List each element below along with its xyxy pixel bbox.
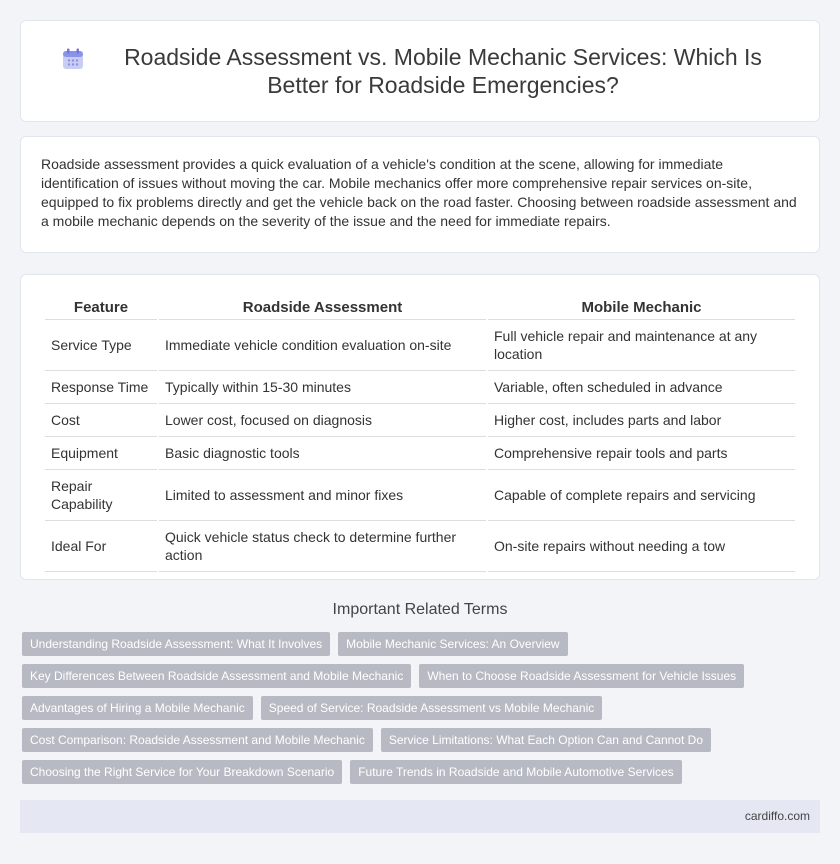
table-row	[45, 521, 795, 572]
related-term-tag[interactable]: Speed of Service: Roadside Assessment vs Mobile Mechanic	[261, 696, 603, 720]
comparison-table-card	[20, 274, 820, 580]
cell-roadside: Immediate vehicle condition evaluation on-site	[159, 320, 486, 371]
related-term-tag[interactable]: Service Limitations: What Each Option Can and Cannot Do	[381, 728, 711, 752]
cell-roadside: Lower cost, focused on diagnosis	[159, 404, 486, 437]
related-term-tag[interactable]: Mobile Mechanic Services: An Overview	[338, 632, 567, 656]
related-term-tag[interactable]: Advantages of Hiring a Mobile Mechanic	[22, 696, 253, 720]
header-roadside-assessment: Roadside Assessment	[159, 295, 486, 320]
cell-mobile: Variable, often scheduled in advance	[488, 371, 795, 404]
cell-roadside: Quick vehicle status check to determine further action	[159, 521, 486, 572]
footer	[20, 800, 820, 833]
cell-mobile: On-site repairs without needing a tow	[488, 521, 795, 572]
table-row	[45, 437, 795, 470]
title-card	[20, 20, 820, 122]
related-terms-list	[22, 632, 812, 784]
cell-mobile: Capable of complete repairs and servicing	[488, 470, 795, 521]
cell-mobile: Higher cost, includes parts and labor	[488, 404, 795, 437]
related-term-tag[interactable]: Key Differences Between Roadside Assessment and Mobile Mechanic	[22, 664, 411, 688]
comparison-table	[43, 295, 797, 572]
cell-feature: Repair Capability	[45, 470, 157, 521]
cell-feature: Ideal For	[45, 521, 157, 572]
related-term-tag[interactable]: When to Choose Roadside Assessment for Vehicle Issues	[419, 664, 744, 688]
cell-feature: Cost	[45, 404, 157, 437]
related-term-tag[interactable]: Choosing the Right Service for Your Breakdown Scenario	[22, 760, 342, 784]
table-row	[45, 404, 795, 437]
cell-mobile: Comprehensive repair tools and parts	[488, 437, 795, 470]
calendar-icon	[61, 47, 85, 71]
cell-roadside: Typically within 15-30 minutes	[159, 371, 486, 404]
table-row	[45, 371, 795, 404]
table-row	[45, 320, 795, 371]
cell-feature: Response Time	[45, 371, 157, 404]
cell-roadside: Limited to assessment and minor fixes	[159, 470, 486, 521]
header-mobile-mechanic: Mobile Mechanic	[488, 295, 795, 320]
related-term-tag[interactable]: Future Trends in Roadside and Mobile Automotive Services	[350, 760, 682, 784]
table-row	[45, 470, 795, 521]
intro-text: Roadside assessment provides a quick evaluation of a vehicle's condition at the scene, allowing for immediate identification of issues without moving the car. Mobile mechanics offer more comprehensive repair services on-site, equipped to fix problems directly and get the vehicle back on the road faster. Choosing between roadside assessment and a mobile mechanic depends on the severity of the issue and the need for immediate repairs.	[41, 156, 797, 229]
table-header-row	[45, 295, 795, 320]
header-feature: Feature	[45, 295, 157, 320]
cell-roadside: Basic diagnostic tools	[159, 437, 486, 470]
page-title: Roadside Assessment vs. Mobile Mechanic Services: Which Is Better for Roadside Emergencies?	[124, 44, 762, 98]
related-term-tag[interactable]: Understanding Roadside Assessment: What It Involves	[22, 632, 330, 656]
cell-mobile: Full vehicle repair and maintenance at any location	[488, 320, 795, 371]
cell-feature: Equipment	[45, 437, 157, 470]
footer-site-link[interactable]: cardiffo.com	[744, 809, 810, 823]
related-terms-title: Important Related Terms	[332, 601, 508, 618]
cell-feature: Service Type	[45, 320, 157, 371]
related-term-tag[interactable]: Cost Comparison: Roadside Assessment and Mobile Mechanic	[22, 728, 373, 752]
intro-card	[20, 136, 820, 253]
